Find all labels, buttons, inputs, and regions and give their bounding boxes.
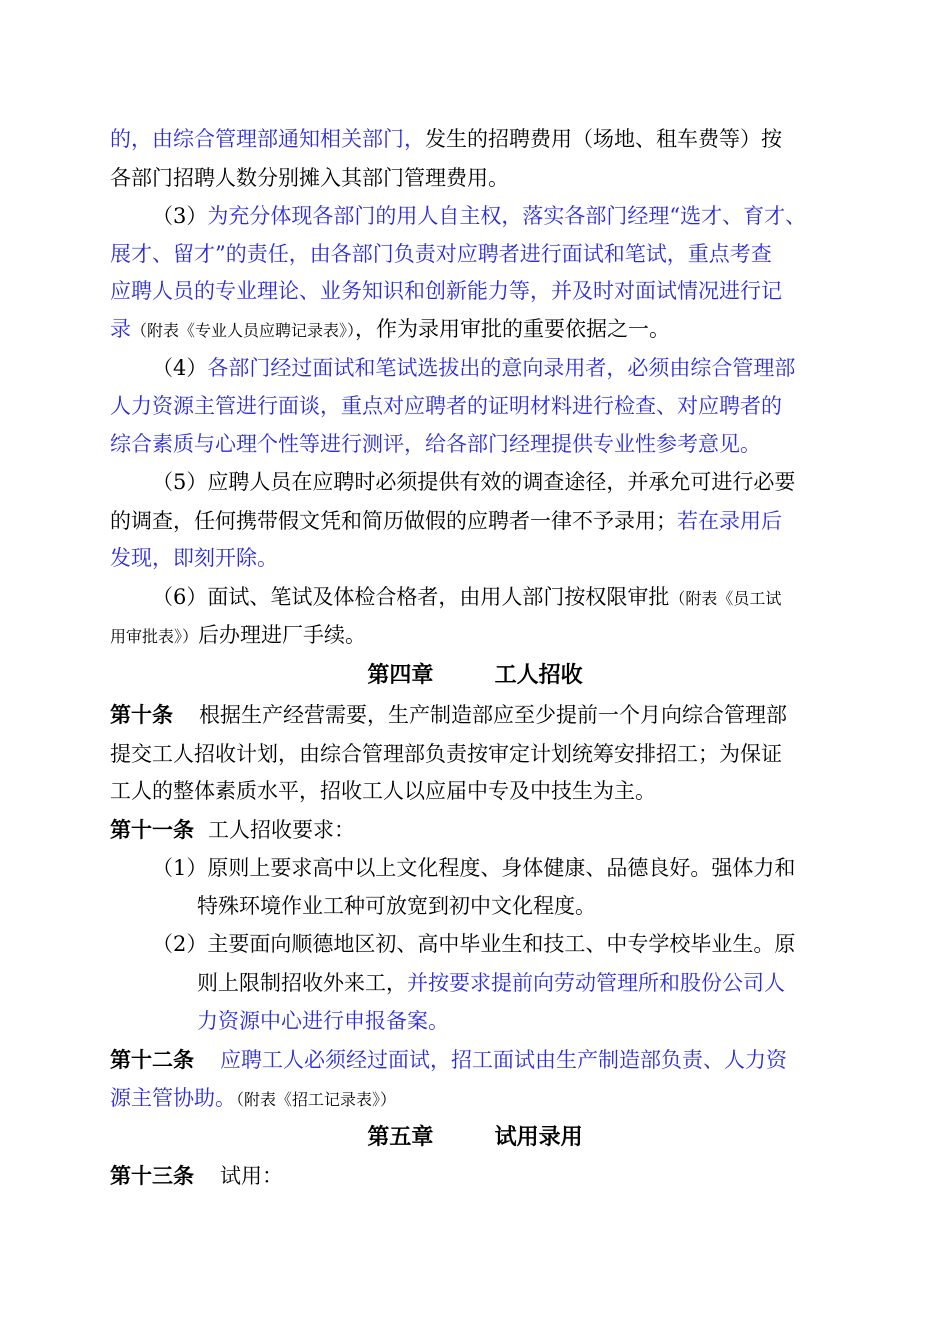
paragraph-line: 展才、留才”的责任，由各部门负责对应聘者进行面试和笔试，重点考查: [110, 242, 772, 266]
attachment-reference: （附表《员工试: [669, 589, 782, 608]
paragraph-line: [110, 1045, 787, 1075]
article-label: 第十一条: [110, 817, 194, 842]
paragraph-line: [110, 815, 355, 845]
paragraph-line: 人力资源主管进行面谈，重点对应聘者的证明材料进行检查、对应聘者的: [110, 394, 782, 418]
paragraph-line: 工人的整体素质水平，招收工人以应届中专及中技生为主。: [110, 779, 656, 803]
highlighted-text: 源主管协助。: [110, 1086, 236, 1110]
paragraph-line: [152, 201, 806, 231]
attachment-reference: （附表《专业人员应聘记录表》）: [131, 321, 356, 340]
body-text: 后办理进厂手续。: [198, 623, 367, 647]
article-label: 第十三条: [110, 1163, 194, 1188]
body-text: 发生的招聘费用（场地、租车费等）按: [425, 127, 782, 151]
paragraph-line: [110, 1083, 396, 1113]
body-text: （6）面试、笔试及体检合格者，由用人部门按权限审批: [152, 585, 670, 609]
highlighted-text: 各部门经过面试和笔试选拔出的意向录用者，必须由综合管理部: [207, 356, 796, 380]
highlighted-text: 应聘工人必须经过面试，招工面试由生产制造部负责、人力资: [220, 1048, 787, 1072]
article-label: 第十二条: [110, 1047, 194, 1072]
paragraph-line: [152, 353, 795, 383]
paragraph-line: 发现，即刻开除。: [110, 546, 278, 570]
chapter-heading: 第四章 工人招收: [367, 662, 583, 688]
highlighted-text: 的，由综合管理部通知相关部门，: [110, 127, 425, 151]
item-number: （4）: [152, 356, 208, 380]
item-number: （3）: [152, 204, 208, 228]
list-item: 特殊环境作业工种可放宽到初中文化程度。: [197, 894, 596, 918]
paragraph-line: [110, 700, 787, 730]
body-text: 则上限制招收外来工，: [197, 971, 407, 995]
paragraph-line: [110, 314, 670, 344]
paragraph-line: （5）应聘人员在应聘时必须提供有效的调查途径，并承允可进行必要: [152, 470, 796, 494]
highlighted-text: 录: [110, 317, 131, 341]
paragraph-line: [110, 124, 782, 154]
paragraph-line: 应聘人员的专业理论、业务知识和创新能力等，并及时对面试情况进行记: [110, 279, 782, 303]
attachment-reference: （附表《招工记录表》）: [236, 1090, 397, 1109]
paragraph-line: [110, 620, 366, 650]
paragraph-line: 各部门招聘人数分别摊入其部门管理费用。: [110, 166, 509, 190]
chapter-heading: 第五章 试用录用: [367, 1124, 583, 1150]
paragraph-line: [110, 1161, 283, 1191]
paragraph-line: [152, 582, 781, 612]
highlighted-text: 为充分体现各部门的用人自主权，落实各部门经理“选才、育才、: [207, 204, 807, 228]
attachment-reference: 用审批表》）: [110, 627, 199, 646]
list-item: （2）主要面向顺德地区初、高中毕业生和技工、中专学校毕业生。原: [152, 932, 796, 956]
body-text: 根据生产经营需要，生产制造部应至少提前一个月向综合管理部: [199, 703, 787, 727]
list-item: 力资源中心进行申报备案。: [197, 1009, 449, 1033]
body-text: 工人招收要求：: [208, 818, 355, 842]
paragraph-line: 提交工人招收计划，由综合管理部负责按审定计划统筹安排招工；为保证: [110, 742, 782, 766]
article-label: 第十条: [110, 702, 173, 727]
body-text: 的调查，任何携带假文凭和简历做假的应聘者一律不予录用；: [110, 509, 677, 533]
list-item: [197, 968, 785, 998]
list-item: （1）原则上要求高中以上文化程度、身体健康、品德良好。强体力和: [152, 856, 796, 880]
highlighted-text: 若在录用后: [677, 509, 782, 533]
paragraph-line: 综合素质与心理个性等进行测评，给各部门经理提供专业性参考意见。: [110, 432, 761, 456]
paragraph-line: [110, 506, 782, 536]
highlighted-text: 并按要求提前向劳动管理所和股份公司人: [407, 971, 785, 995]
body-text: 试用：: [220, 1164, 283, 1188]
body-text: ，作为录用审批的重要依据之一。: [355, 317, 671, 341]
